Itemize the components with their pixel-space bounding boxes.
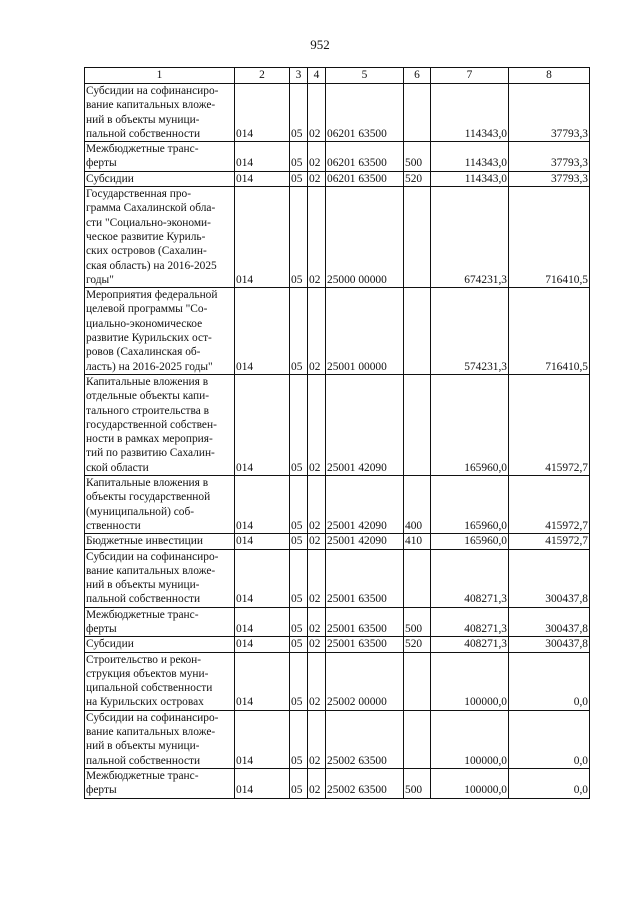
cell-amount-year2: 0,0 <box>509 652 590 710</box>
cell-expense-type: 500 <box>404 768 431 798</box>
cell-name: Капитальные вложения в объекты государственной (муниципальной) соб- ственности <box>85 476 235 534</box>
cell-target-article: 25001 42090 <box>326 534 404 549</box>
column-header: 2 <box>235 68 290 84</box>
cell-amount-year2: 37793,3 <box>509 142 590 172</box>
cell-name: Капитальные вложения в отдельные объекты капи- тального строительства в государственной собствен- ности в рамках мероприя- тий по развитию Сахалин- ской области <box>85 374 235 475</box>
cell-admin-code: 014 <box>235 84 290 142</box>
cell-amount-year2: 37793,3 <box>509 171 590 186</box>
cell-amount-year1: 165960,0 <box>431 374 509 475</box>
cell-subsection: 02 <box>308 476 326 534</box>
cell-admin-code: 014 <box>235 549 290 607</box>
cell-admin-code: 014 <box>235 652 290 710</box>
cell-section: 05 <box>290 374 308 475</box>
cell-target-article: 25001 63500 <box>326 607 404 637</box>
cell-name: Строительство и рекон- струкция объектов муни- ципальной собственности на Курильских островах <box>85 652 235 710</box>
cell-amount-year1: 408271,3 <box>431 607 509 637</box>
cell-target-article: 25001 42090 <box>326 374 404 475</box>
cell-admin-code: 014 <box>235 768 290 798</box>
cell-section: 05 <box>290 187 308 288</box>
cell-section: 05 <box>290 710 308 768</box>
budget-table <box>84 67 590 799</box>
cell-amount-year2: 415972,7 <box>509 374 590 475</box>
cell-admin-code: 014 <box>235 171 290 186</box>
cell-subsection: 02 <box>308 187 326 288</box>
cell-section: 05 <box>290 476 308 534</box>
column-header: 5 <box>326 68 404 84</box>
cell-expense-type <box>404 652 431 710</box>
cell-target-article: 25001 00000 <box>326 288 404 375</box>
cell-amount-year2: 300437,8 <box>509 549 590 607</box>
cell-section: 05 <box>290 534 308 549</box>
cell-section: 05 <box>290 607 308 637</box>
cell-section: 05 <box>290 288 308 375</box>
cell-name: Субсидии на софинансиро- вание капитальных вложе- ний в объекты муници- пальной собственности <box>85 549 235 607</box>
cell-amount-year1: 114343,0 <box>431 84 509 142</box>
cell-subsection: 02 <box>308 652 326 710</box>
cell-admin-code: 014 <box>235 607 290 637</box>
cell-subsection: 02 <box>308 710 326 768</box>
page-number: 952 <box>310 37 330 52</box>
cell-name: Государственная про- грамма Сахалинской обла- сти "Социально-экономи- ческое развитие Куриль- ских островов (Сахалин- ская область) на 2016-2025 годы" <box>85 187 235 288</box>
column-header: 7 <box>431 68 509 84</box>
cell-subsection: 02 <box>308 288 326 375</box>
cell-name: Межбюджетные транс- ферты <box>85 768 235 798</box>
cell-expense-type: 520 <box>404 637 431 652</box>
table-row <box>85 374 590 475</box>
cell-target-article: 25001 63500 <box>326 549 404 607</box>
cell-target-article: 06201 63500 <box>326 171 404 186</box>
table-row <box>85 652 590 710</box>
table-row <box>85 637 590 652</box>
cell-subsection: 02 <box>308 374 326 475</box>
cell-target-article: 25000 00000 <box>326 187 404 288</box>
cell-amount-year2: 415972,7 <box>509 476 590 534</box>
table-row <box>85 171 590 186</box>
cell-expense-type: 410 <box>404 534 431 549</box>
cell-expense-type <box>404 187 431 288</box>
cell-amount-year1: 408271,3 <box>431 549 509 607</box>
cell-subsection: 02 <box>308 607 326 637</box>
column-header: 1 <box>85 68 235 84</box>
cell-expense-type: 400 <box>404 476 431 534</box>
cell-name: Бюджетные инвестиции <box>85 534 235 549</box>
cell-amount-year1: 100000,0 <box>431 652 509 710</box>
cell-expense-type <box>404 374 431 475</box>
cell-amount-year2: 716410,5 <box>509 288 590 375</box>
table-row <box>85 768 590 798</box>
cell-amount-year1: 165960,0 <box>431 534 509 549</box>
table-row <box>85 534 590 549</box>
cell-section: 05 <box>290 142 308 172</box>
cell-name: Межбюджетные транс- ферты <box>85 142 235 172</box>
cell-name: Субсидии на софинансиро- вание капитальных вложе- ний в объекты муници- пальной собственности <box>85 84 235 142</box>
table-row <box>85 710 590 768</box>
cell-target-article: 25002 00000 <box>326 652 404 710</box>
cell-expense-type <box>404 710 431 768</box>
column-header: 3 <box>290 68 308 84</box>
cell-amount-year1: 100000,0 <box>431 768 509 798</box>
cell-section: 05 <box>290 637 308 652</box>
cell-admin-code: 014 <box>235 637 290 652</box>
cell-amount-year1: 100000,0 <box>431 710 509 768</box>
table-body <box>85 68 590 799</box>
cell-amount-year1: 574231,3 <box>431 288 509 375</box>
cell-name: Субсидии на софинансиро- вание капитальных вложе- ний в объекты муници- пальной собственности <box>85 710 235 768</box>
cell-target-article: 06201 63500 <box>326 142 404 172</box>
column-header: 6 <box>404 68 431 84</box>
cell-expense-type: 500 <box>404 607 431 637</box>
table-row <box>85 288 590 375</box>
cell-section: 05 <box>290 171 308 186</box>
table-row <box>85 476 590 534</box>
cell-subsection: 02 <box>308 534 326 549</box>
cell-amount-year2: 0,0 <box>509 710 590 768</box>
column-header: 4 <box>308 68 326 84</box>
cell-amount-year2: 300437,8 <box>509 637 590 652</box>
table-header-row <box>85 68 590 84</box>
cell-amount-year2: 300437,8 <box>509 607 590 637</box>
cell-amount-year1: 165960,0 <box>431 476 509 534</box>
cell-name: Мероприятия федеральной целевой программы "Со- циально-экономическое развитие Курильских ост- ровов (Сахалинская об- ласть) на 2016-2025 годы" <box>85 288 235 375</box>
cell-subsection: 02 <box>308 84 326 142</box>
table-row <box>85 142 590 172</box>
cell-amount-year1: 114343,0 <box>431 171 509 186</box>
cell-expense-type: 500 <box>404 142 431 172</box>
table-row <box>85 84 590 142</box>
cell-name: Субсидии <box>85 171 235 186</box>
cell-expense-type <box>404 288 431 375</box>
cell-expense-type: 520 <box>404 171 431 186</box>
cell-admin-code: 014 <box>235 187 290 288</box>
cell-admin-code: 014 <box>235 710 290 768</box>
cell-admin-code: 014 <box>235 288 290 375</box>
cell-subsection: 02 <box>308 549 326 607</box>
cell-name: Субсидии <box>85 637 235 652</box>
cell-section: 05 <box>290 768 308 798</box>
cell-amount-year2: 716410,5 <box>509 187 590 288</box>
cell-section: 05 <box>290 84 308 142</box>
cell-amount-year1: 674231,3 <box>431 187 509 288</box>
cell-amount-year2: 0,0 <box>509 768 590 798</box>
cell-subsection: 02 <box>308 142 326 172</box>
cell-amount-year2: 37793,3 <box>509 84 590 142</box>
cell-amount-year1: 114343,0 <box>431 142 509 172</box>
cell-subsection: 02 <box>308 171 326 186</box>
cell-section: 05 <box>290 549 308 607</box>
cell-expense-type <box>404 84 431 142</box>
cell-admin-code: 014 <box>235 142 290 172</box>
table-row <box>85 549 590 607</box>
cell-target-article: 25001 42090 <box>326 476 404 534</box>
cell-expense-type <box>404 549 431 607</box>
column-header: 8 <box>509 68 590 84</box>
cell-target-article: 25002 63500 <box>326 710 404 768</box>
cell-subsection: 02 <box>308 768 326 798</box>
cell-admin-code: 014 <box>235 374 290 475</box>
cell-admin-code: 014 <box>235 534 290 549</box>
table-row <box>85 607 590 637</box>
cell-target-article: 25002 63500 <box>326 768 404 798</box>
cell-name: Межбюджетные транс- ферты <box>85 607 235 637</box>
cell-target-article: 25001 63500 <box>326 637 404 652</box>
cell-section: 05 <box>290 652 308 710</box>
cell-target-article: 06201 63500 <box>326 84 404 142</box>
table-row <box>85 187 590 288</box>
cell-admin-code: 014 <box>235 476 290 534</box>
cell-amount-year2: 415972,7 <box>509 534 590 549</box>
cell-amount-year1: 408271,3 <box>431 637 509 652</box>
cell-subsection: 02 <box>308 637 326 652</box>
